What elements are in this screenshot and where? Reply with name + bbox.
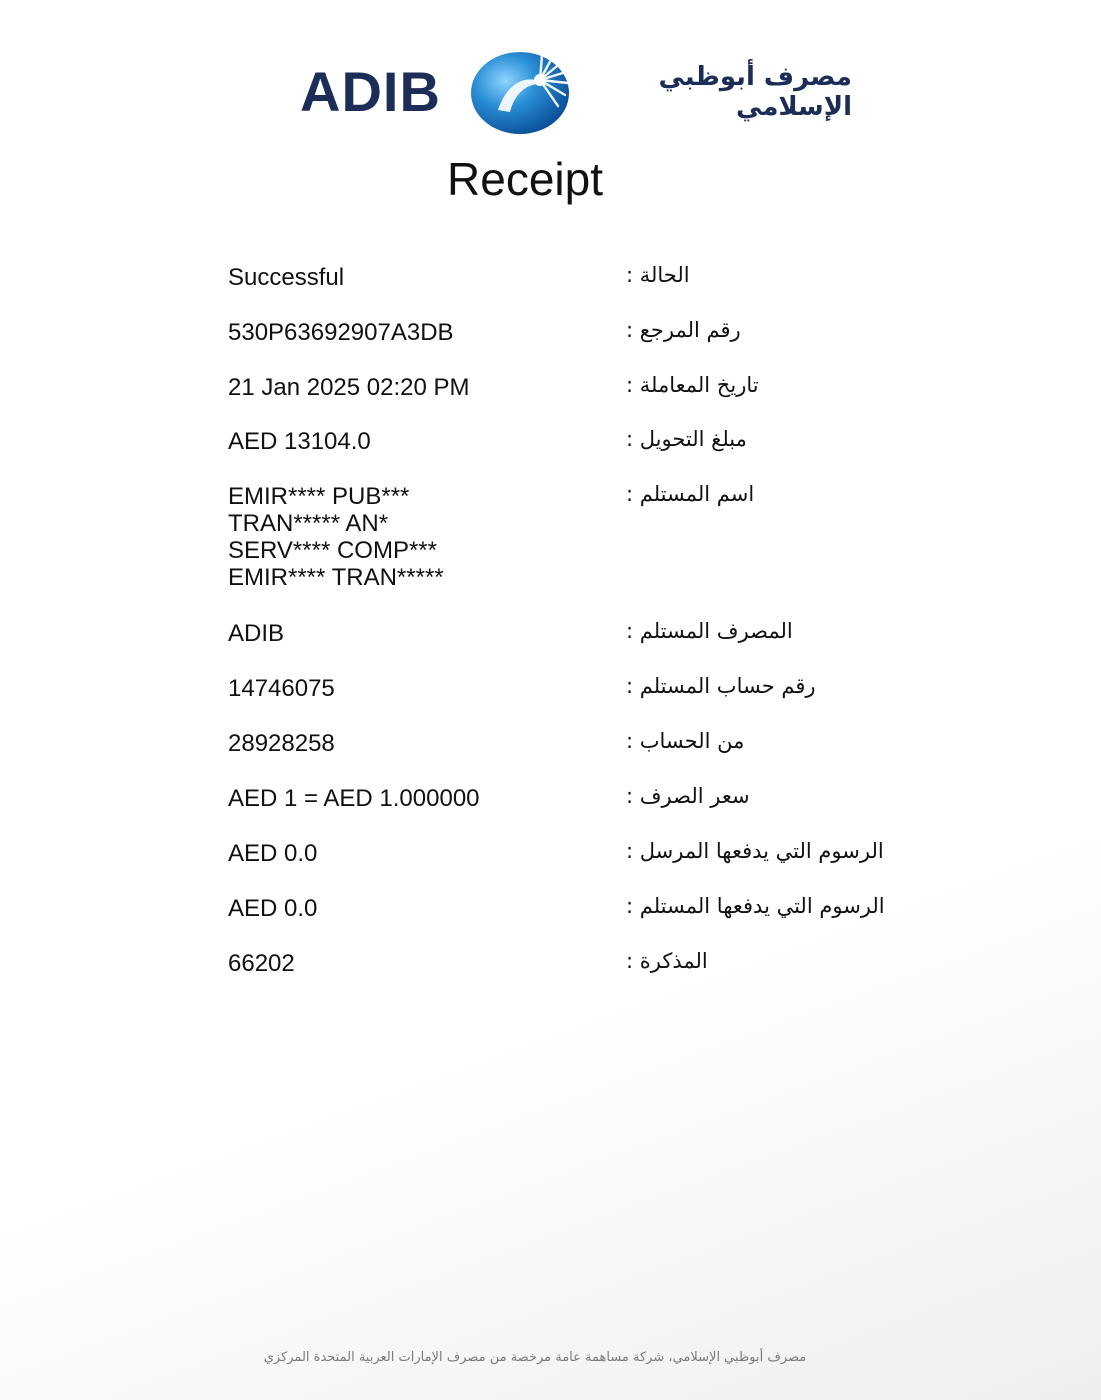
- transfer-amount-label: مبلغ التحويل :: [626, 427, 747, 451]
- detail-row-beneficiary-account: [228, 675, 868, 715]
- logo-wordmark-latin: ADIB: [300, 60, 441, 123]
- detail-row-beneficiary-fees: [228, 894, 885, 935]
- exchange-rate-label: سعر الصرف :: [626, 784, 750, 808]
- logo-arabic-line-2: الإسلامي: [736, 92, 852, 122]
- detail-row-sender-fees: [228, 839, 884, 880]
- memo-value: 66202: [228, 950, 295, 977]
- legal-footer: مصرف أبوظبي الإسلامي، شركة مساهمة عامة مرخصة من مصرف الإمارات العربية المتحدة المركزي: [263, 1350, 807, 1365]
- beneficiary-bank-value: ADIB: [228, 620, 285, 647]
- logo-emblem-icon: [468, 50, 572, 136]
- beneficiary-name-value: EMIR**** PUB*** TRAN***** AN* SERV**** COMP*** EMIR**** TRAN*****: [228, 483, 444, 591]
- from-account-value: 28928258: [228, 730, 335, 757]
- reference-number-value: 530P63692907A3DB: [228, 319, 454, 346]
- detail-row-from-account: [228, 730, 868, 770]
- receipt-title: Receipt: [447, 153, 603, 205]
- beneficiary-account-label: رقم حساب المستلم :: [626, 674, 816, 698]
- transaction-date-label: تاريخ المعاملة :: [626, 373, 759, 397]
- sender-fees-value: AED 0.0: [228, 840, 318, 867]
- beneficiary-name-label: اسم المستلم :: [626, 482, 755, 506]
- transaction-date-value: 21 Jan 2025 02:20 PM: [228, 374, 470, 401]
- detail-row-status: [228, 264, 868, 304]
- logo-arabic-line-1: مصرف أبوظبي: [658, 62, 852, 92]
- detail-row-transaction-date: [228, 374, 868, 414]
- reference-number-label: رقم المرجع :: [626, 318, 741, 342]
- transfer-amount-value: AED 13104.0: [228, 428, 371, 455]
- logo-wordmark-arabic: [592, 62, 852, 122]
- status-label: الحالة :: [626, 263, 690, 287]
- sender-fees-label: الرسوم التي يدفعها المرسل :: [626, 839, 884, 863]
- detail-row-memo: [228, 950, 868, 990]
- exchange-rate-value: AED 1 = AED 1.000000: [228, 785, 480, 812]
- from-account-label: من الحساب :: [626, 729, 745, 753]
- memo-label: المذكرة :: [626, 949, 708, 973]
- detail-row-beneficiary-name: [228, 483, 868, 593]
- detail-row-transfer-amount: [228, 428, 868, 468]
- status-value: Successful: [228, 264, 345, 291]
- beneficiary-account-value: 14746075: [228, 675, 335, 702]
- detail-row-reference: [228, 319, 868, 359]
- adib-logo: [300, 48, 860, 140]
- detail-row-beneficiary-bank: [228, 620, 868, 660]
- beneficiary-fees-value: AED 0.0: [228, 895, 318, 922]
- beneficiary-fees-label: الرسوم التي يدفعها المستلم :: [626, 894, 885, 918]
- beneficiary-bank-label: المصرف المستلم :: [626, 619, 793, 643]
- detail-row-exchange-rate: [228, 785, 868, 825]
